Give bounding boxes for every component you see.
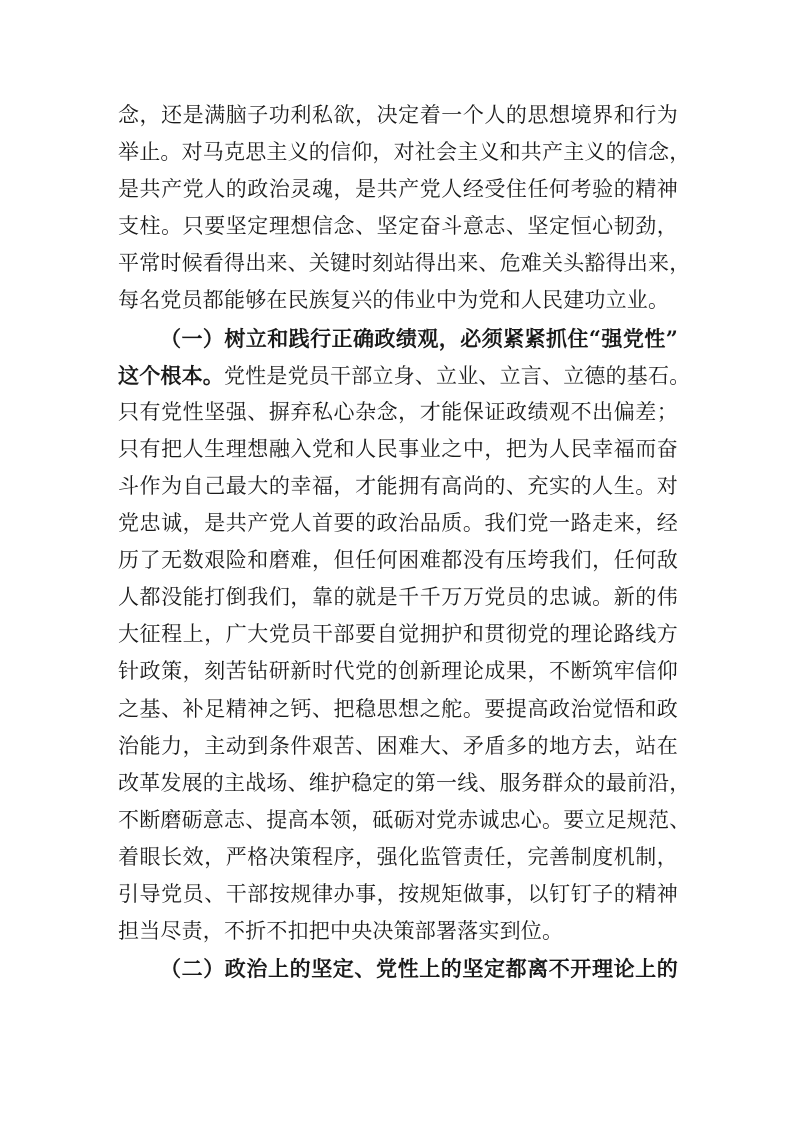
text-line — [118, 616, 678, 653]
line-text: 只有党性坚强、摒弃私心杂念，才能保证政绩观不出偏差； — [118, 399, 678, 424]
line-text: 着眼长效，严格决策程序，强化监管责任，完善制度机制， — [118, 844, 678, 869]
line-text: 人都没能打倒我们，靠的就是千千万万党员的忠诚。新的伟 — [118, 585, 678, 610]
text-line — [118, 542, 678, 579]
line-text: 不断磨砺意志、提高本领，砥砺对党赤诚忠心。要立足规范、 — [118, 807, 691, 832]
text-line — [118, 653, 678, 690]
line-text: 引导党员、干部按规律办事，按规矩做事，以钉钉子的精神 — [118, 881, 678, 906]
line-text: 大征程上，广大党员干部要自觉拥护和贯彻党的理论路线方 — [118, 622, 678, 647]
line-text: 是共产党人的政治灵魂，是共产党人经受住任何考验的精神 — [118, 177, 678, 202]
bold-heading-text: 这个根本。 — [118, 362, 224, 388]
text-line — [118, 505, 678, 542]
line-text: 斗作为自己最大的幸福，才能拥有高尚的、充实的人生。对 — [118, 473, 678, 498]
text-line — [118, 245, 691, 282]
body-text — [118, 97, 691, 987]
text-line — [118, 97, 678, 134]
text-line — [118, 728, 678, 765]
text-line — [118, 839, 678, 876]
text-line — [118, 431, 678, 468]
text-line — [118, 357, 691, 394]
text-line — [118, 579, 678, 616]
line-text: 举止。对马克思主义的信仰，对社会主义和共产主义的信念， — [118, 140, 691, 165]
line-text: 改革发展的主战场、维护稳定的第一线、服务群众的最前沿， — [118, 770, 691, 795]
text-line — [118, 171, 678, 208]
line-text: 平常时候看得出来、关键时刻站得出来、危难关头豁得出来， — [118, 251, 691, 276]
text-line — [118, 394, 678, 431]
text-line — [118, 802, 691, 839]
text-line — [118, 282, 678, 319]
text-line — [118, 950, 678, 987]
text-line — [118, 320, 678, 357]
text-line — [118, 876, 678, 913]
line-text: 每名党员都能够在民族复兴的伟业中为党和人民建功立业。 — [118, 288, 670, 313]
text-line — [118, 134, 691, 171]
line-text: 党性是党员干部立身、立业、立言、立德的基石。 — [224, 363, 691, 388]
text-line — [118, 765, 691, 802]
text-line — [118, 691, 678, 728]
line-text: 治能力，主动到条件艰苦、困难大、矛盾多的地方去，站在 — [118, 733, 678, 758]
line-text: 之基、补足精神之钙、把稳思想之舵。要提高政治觉悟和政 — [118, 696, 678, 721]
bold-heading-text: （二）政治上的坚定、党性上的坚定都离不开理论上的 — [160, 956, 678, 982]
line-text: 只有把人生理想融入党和人民事业之中，把为人民幸福而奋 — [118, 436, 678, 461]
line-text: 担当尽责，不折不扣把中央决策部署落实到位。 — [118, 919, 564, 944]
bold-heading-text: （一）树立和践行正确政绩观，必须紧紧抓住“强党性” — [160, 325, 678, 351]
text-line — [118, 913, 678, 950]
line-text: 党忠诚，是共产党人首要的政治品质。我们党一路走来，经 — [118, 511, 678, 536]
text-line — [118, 468, 678, 505]
line-text: 针政策，刻苦钻研新时代党的创新理论成果，不断筑牢信仰 — [118, 659, 678, 684]
line-text: 念，还是满脑子功利私欲，决定着一个人的思想境界和行为 — [118, 103, 678, 127]
line-text: 支柱。只要坚定理想信念、坚定奋斗意志、坚定恒心韧劲， — [118, 214, 678, 239]
line-text: 历了无数艰险和磨难，但任何困难都没有压垮我们，任何敌 — [118, 548, 678, 573]
text-line — [118, 208, 678, 245]
